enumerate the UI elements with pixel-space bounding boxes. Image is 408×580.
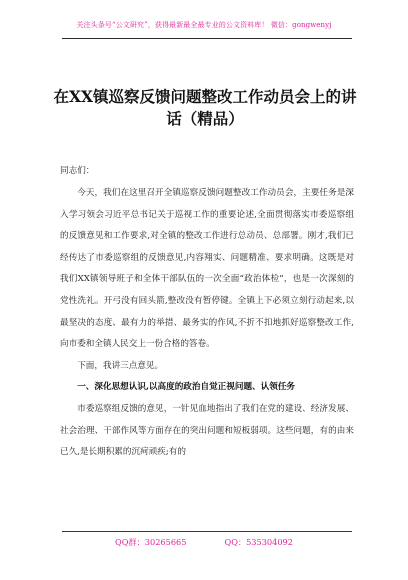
body-paragraph: 下面，我讲三点意见。 [77,360,164,371]
footer-qq-group: QQ群：30265665 [115,537,187,547]
section-heading: 一、深化思想认识,以高度的政治自觉正视问题、认领任务 [77,382,296,393]
footer-divider [62,531,352,532]
footer-qq: QQ：535304092 [224,537,293,547]
document-body [60,183,354,464]
body-paragraph: 今天，我们在这里召开全镇巡察反馈问题整改工作动员会，主要任务是深入学习领会习近平总书记关于巡视工作的重要论述,全面贯彻落实市委巡察组的反馈意见和工作要求,对全镇的整改工作进行总动员、总部署。刚才,我们已经传达了市委巡察组的反馈意见,内容翔实、问题精准、要求明确。这既是对我们XX镇领导班子和全体干部队伍的一次全面“政治体检”，也是一次深刻的党性洗礼。开弓没有回头箭,整改没有暂停键。全镇上下必须立刻行动起来,以最坚决的态度、最有力的举措、最务实的作风,不折不扣地抓好巡察整改工作,向市委和全镇人民交上一份合格的答卷。 [60,188,354,350]
header-note: 关注头条号“公文研究”，获得最新最全最专业的公文资料库！ 微信：gongwenyj [76,21,332,29]
header-divider [62,38,352,39]
document-title: 在XX镇巡察反馈问题整改工作动员会上的讲话（精品） [53,87,357,128]
salutation: 同志们： [60,166,95,176]
body-paragraph: 市委巡察组反馈的意见，一针见血地指出了我们在党的建设、经济发展、社会治理、干部作风等方面存在的突出问题和短板弱项。这些问题，有的由来已久,是长期积累的沉疴顽疾;有的 [60,403,354,458]
footer-contact [0,537,408,548]
